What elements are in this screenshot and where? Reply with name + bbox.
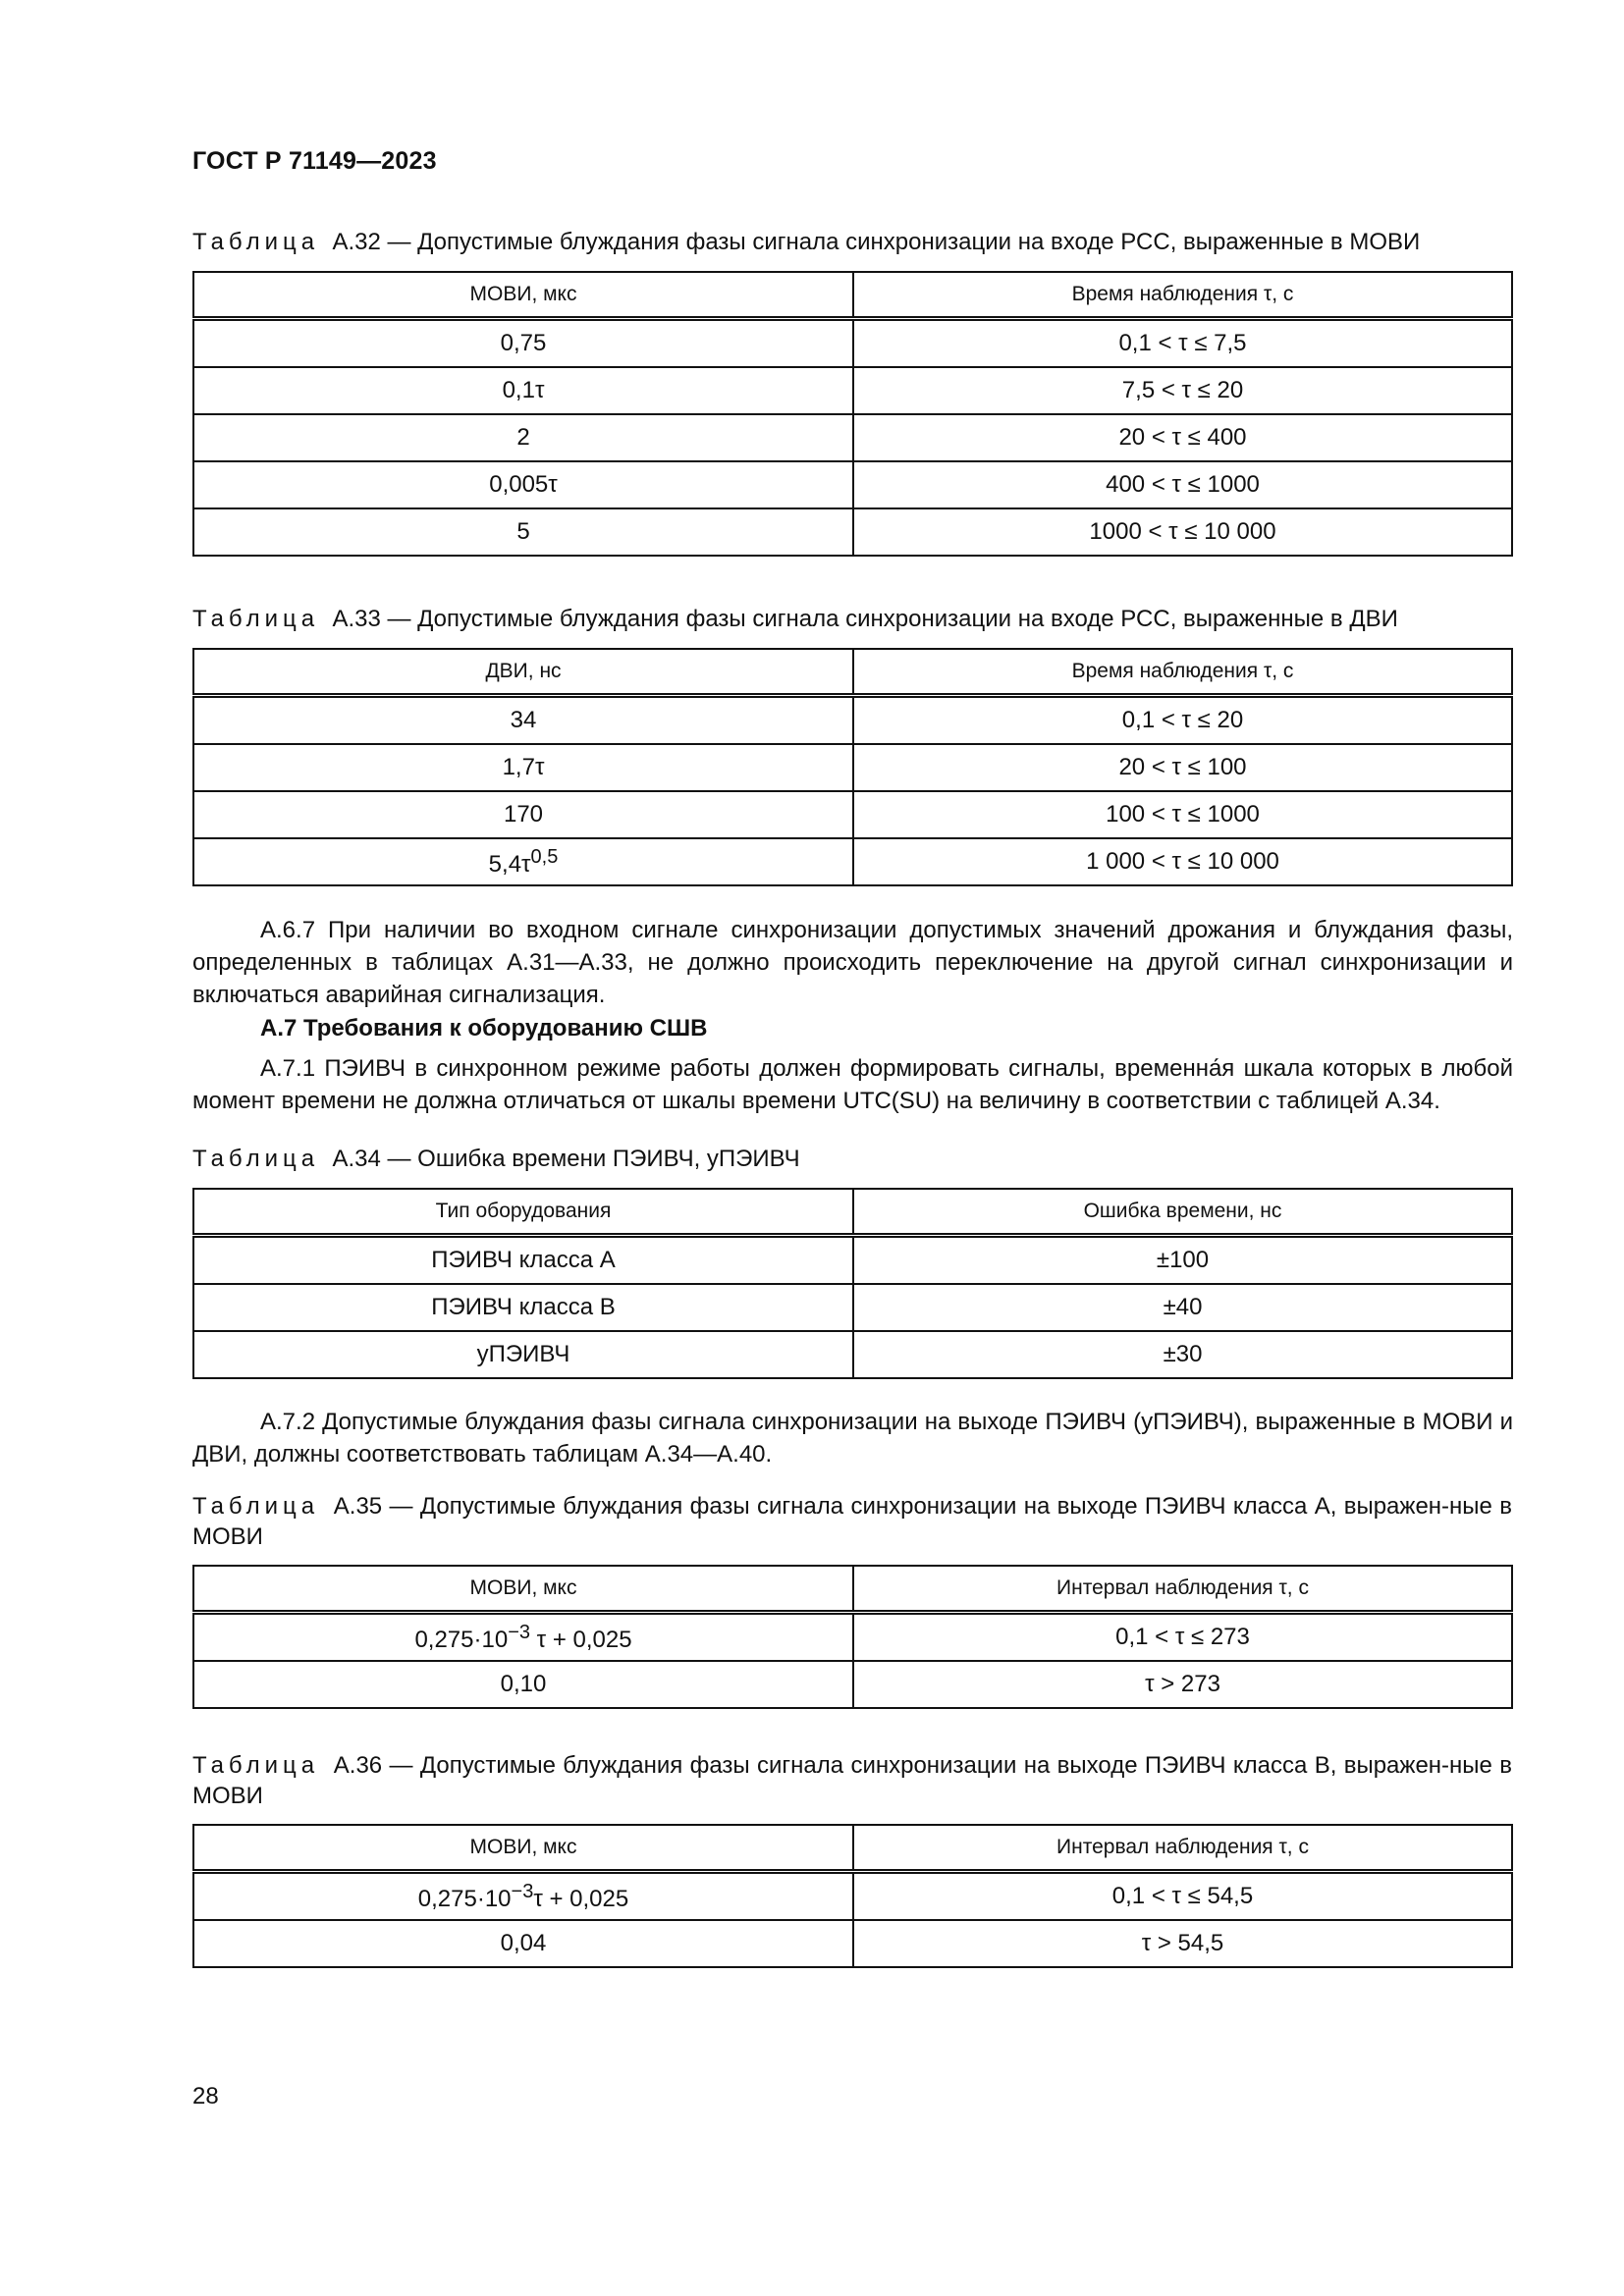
column-header: Время наблюдения τ, с <box>853 272 1512 319</box>
table-caption-text: А.33 — Допустимые блуждания фазы сигнала синхронизации на входе РСС, выраженные в ДВИ <box>332 606 1398 632</box>
table-header-row <box>193 1189 1512 1236</box>
formula-part: τ + 0,025 <box>530 1626 632 1653</box>
column-header: Интервал наблюдения τ, с <box>853 1825 1512 1872</box>
document-code: ГОСТ Р 71149—2023 <box>192 147 437 175</box>
section-title: А.7 Требования к оборудованию СШВ <box>260 1015 708 1041</box>
formula-exponent: −3 <box>508 1621 530 1643</box>
table-a36 <box>192 1824 1513 1968</box>
table-cell: τ > 273 <box>853 1661 1512 1708</box>
table-cell <box>193 838 853 885</box>
table-row <box>193 367 1512 414</box>
table-row <box>193 1872 1512 1921</box>
table-a33 <box>192 648 1513 886</box>
table-a34 <box>192 1188 1513 1379</box>
table-row <box>193 838 1512 885</box>
table-header-row <box>193 1566 1512 1613</box>
table-caption <box>192 604 1512 634</box>
table-caption <box>192 1750 1512 1811</box>
table-cell: 400 < τ ≤ 1000 <box>853 461 1512 508</box>
table-label: Таблица <box>192 1752 320 1779</box>
table-cell <box>193 1613 853 1662</box>
table-a35 <box>192 1565 1513 1709</box>
table-caption-text: А.35 — Допустимые блуждания фазы сигнала синхронизации на выходе ПЭИВЧ класса А, выражен-ные в МОВИ <box>192 1493 1512 1550</box>
formula-exponent: −3 <box>511 1880 534 1902</box>
table-label: Таблица <box>192 229 320 255</box>
column-header: МОВИ, мкс <box>193 272 853 319</box>
table-cell: 1 000 < τ ≤ 10 000 <box>853 838 1512 885</box>
paragraph-a71: А.7.1 ПЭИВЧ в синхронном режиме работы должен формировать сигналы, временна́я шкала которых в любой момент времени не должна отличаться от шкалы времени UTC(SU) на величину в соответствии с таблицей А.34. <box>192 1055 1513 1114</box>
table-cell: ±100 <box>853 1236 1512 1285</box>
column-header: Время наблюдения τ, с <box>853 649 1512 696</box>
column-header: МОВИ, мкс <box>193 1566 853 1613</box>
table-caption <box>192 227 1512 257</box>
table-caption-text: А.32 — Допустимые блуждания фазы сигнала синхронизации на входе РСС, выраженные в МОВИ <box>332 229 1421 255</box>
column-header: Интервал наблюдения τ, с <box>853 1566 1512 1613</box>
table-cell <box>193 1872 853 1921</box>
table-cell: 1,7τ <box>193 744 853 791</box>
column-header: Тип оборудования <box>193 1189 853 1236</box>
table-row <box>193 414 1512 461</box>
table-row <box>193 1331 1512 1378</box>
table-row <box>193 1920 1512 1967</box>
table-label: Таблица <box>192 606 320 632</box>
table-caption-text: А.36 — Допустимые блуждания фазы сигнала синхронизации на выходе ПЭИВЧ класса В, выражен-ные в МОВИ <box>192 1752 1512 1809</box>
table-cell: 0,005τ <box>193 461 853 508</box>
table-caption-text: А.34 — Ошибка времени ПЭИВЧ, уПЭИВЧ <box>332 1146 800 1172</box>
table-cell: 34 <box>193 696 853 745</box>
table-row <box>193 696 1512 745</box>
formula-base: 5,4τ <box>488 850 531 878</box>
table-cell: 0,75 <box>193 319 853 368</box>
table-row <box>193 1613 1512 1662</box>
table-cell: 0,1τ <box>193 367 853 414</box>
table-cell: 20 < τ ≤ 100 <box>853 744 1512 791</box>
table-cell: 0,1 < τ ≤ 20 <box>853 696 1512 745</box>
table-caption <box>192 1491 1512 1552</box>
table-cell: 5 <box>193 508 853 556</box>
table-cell: ПЭИВЧ класса А <box>193 1236 853 1285</box>
table-cell: 0,1 < τ ≤ 273 <box>853 1613 1512 1662</box>
table-row <box>193 1284 1512 1331</box>
table-cell: 170 <box>193 791 853 838</box>
table-row <box>193 508 1512 556</box>
table-label: Таблица <box>192 1146 320 1172</box>
paragraph-a72: А.7.2 Допустимые блуждания фазы сигнала синхронизации на выходе ПЭИВЧ (уПЭИВЧ), выраженные в МОВИ и ДВИ, должны соответствовать таблицам А.34—А.40. <box>192 1409 1513 1468</box>
column-header: ДВИ, нс <box>193 649 853 696</box>
table-cell: ПЭИВЧ класса В <box>193 1284 853 1331</box>
table-cell: ±30 <box>853 1331 1512 1378</box>
table-cell: 0,10 <box>193 1661 853 1708</box>
column-header: Ошибка времени, нс <box>853 1189 1512 1236</box>
table-cell: уПЭИВЧ <box>193 1331 853 1378</box>
table-cell: 20 < τ ≤ 400 <box>853 414 1512 461</box>
formula-part: 0,275·10 <box>414 1626 509 1653</box>
table-cell: 0,1 < τ ≤ 54,5 <box>853 1872 1512 1921</box>
table-row <box>193 461 1512 508</box>
column-header: МОВИ, мкс <box>193 1825 853 1872</box>
table-row <box>193 1661 1512 1708</box>
table-cell: 2 <box>193 414 853 461</box>
table-row <box>193 1236 1512 1285</box>
formula-exponent: 0,5 <box>530 845 559 868</box>
table-cell: 1000 < τ ≤ 10 000 <box>853 508 1512 556</box>
table-header-row <box>193 1825 1512 1872</box>
table-cell: τ > 54,5 <box>853 1920 1512 1967</box>
table-header-row <box>193 649 1512 696</box>
table-cell: 0,04 <box>193 1920 853 1967</box>
table-row <box>193 744 1512 791</box>
paragraph-a67: А.6.7 При наличии во входном сигнале синхронизации допустимых значений дрожания и блуждания фазы, определенных в таблицах А.31—А.33, не должно происходить переключение на другой сигнал синхронизации и включаться аварийная сигнализация. <box>192 917 1513 1008</box>
table-caption <box>192 1144 1512 1174</box>
page-number: 28 <box>192 2083 219 2109</box>
table-label: Таблица <box>192 1493 320 1520</box>
table-row <box>193 319 1512 368</box>
formula-part: 0,275·10 <box>417 1885 512 1912</box>
table-cell: ±40 <box>853 1284 1512 1331</box>
table-cell: 0,1 < τ ≤ 7,5 <box>853 319 1512 368</box>
table-row <box>193 791 1512 838</box>
table-cell: 7,5 < τ ≤ 20 <box>853 367 1512 414</box>
table-header-row <box>193 272 1512 319</box>
formula-part: τ + 0,025 <box>533 1885 629 1912</box>
table-cell: 100 < τ ≤ 1000 <box>853 791 1512 838</box>
table-a32 <box>192 271 1513 557</box>
